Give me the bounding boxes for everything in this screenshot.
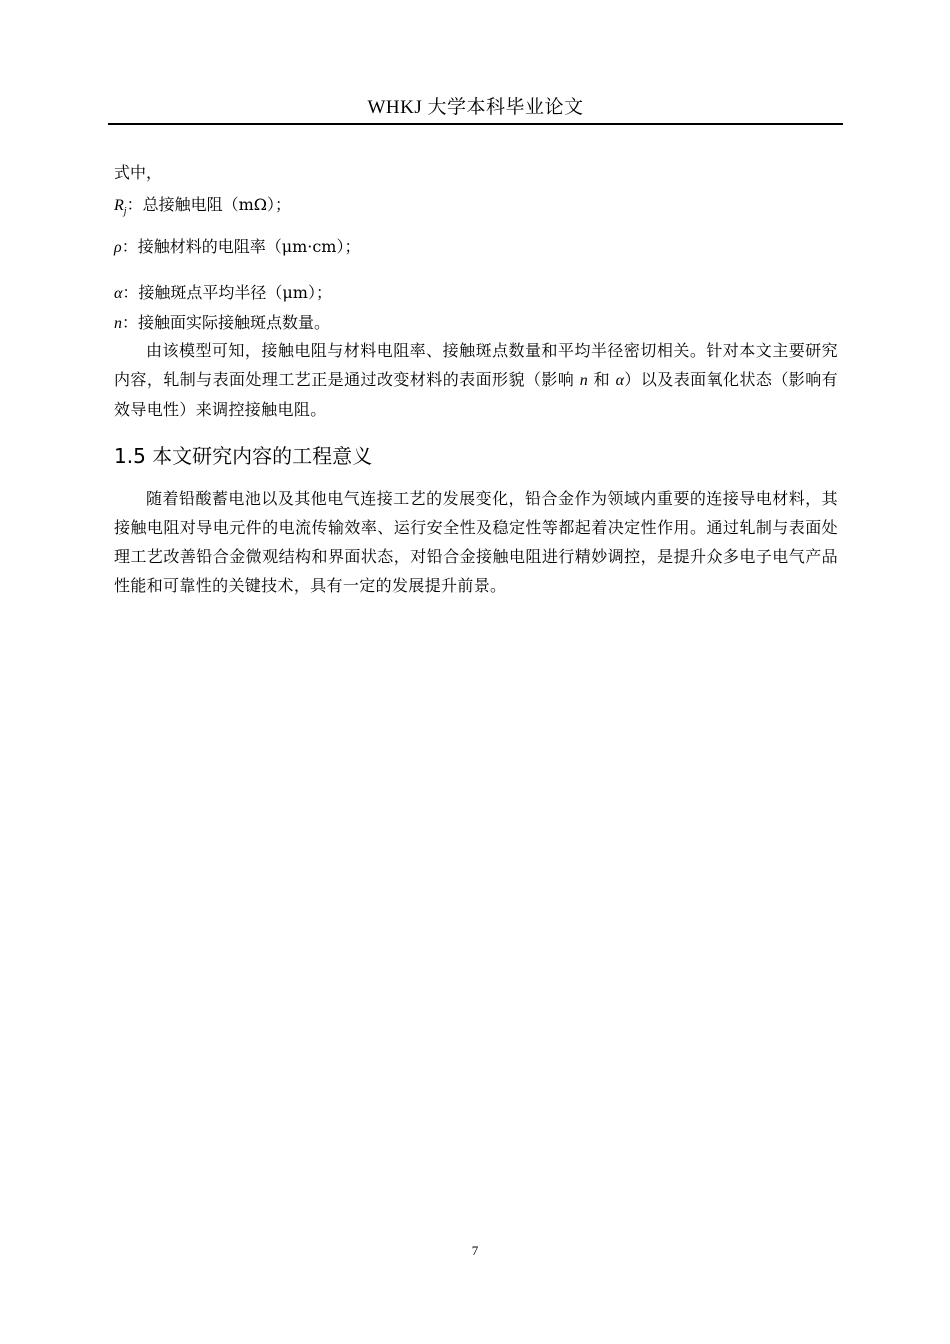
page-number: 7	[471, 1243, 479, 1258]
body-paragraph-2: 随着铅酸蓄电池以及其他电气连接工艺的发展变化，铅合金作为领域内重要的连接导电材料，其接触电阻对导电元件的电流传输效率、运行安全性及稳定性等都起着决定性作用。通过轧制与表面处理工艺改善铅合金微观结构和界面状态，对铅合金接触电阻进行精妙调控，是提升众多电子电气产品性能和可靠性的关键技术，具有一定的发展提升前景。	[114, 489, 838, 595]
header-title: WHKJ 大学本科毕业论文	[367, 97, 584, 118]
definition-text: ：接触材料的电阻率（μm·cm）；	[121, 237, 361, 256]
definition-symbol: n	[114, 315, 122, 332]
definition-text: ：接触面实际接触斑点数量。	[122, 313, 331, 332]
definition-item-rj	[114, 192, 291, 217]
definition-item-n	[114, 310, 330, 333]
header-rule	[108, 123, 843, 125]
definition-item-rho	[114, 234, 360, 257]
definitions-intro: 式中，	[114, 163, 163, 182]
definition-symbol: α	[114, 285, 123, 302]
definition-item-alpha	[114, 280, 332, 303]
definition-text: ：总接触电阻（mΩ）；	[126, 195, 292, 214]
section-heading: 1.5 本文研究内容的工程意义	[114, 444, 373, 468]
definition-symbol: ρ	[114, 239, 122, 256]
running-header	[108, 92, 843, 124]
definition-text: ：接触斑点平均半径（μm）；	[122, 283, 332, 302]
definition-symbol: $R_j$	[114, 197, 127, 218]
body-paragraph-1: 由该模型可知，接触电阻与材料电阻率、接触斑点数量和平均半径密切相关。针对本文主要研究内容，轧制与表面处理工艺正是通过改变材料的表面形貌（影响 n 和 α）以及表面氧化状态（影响有效导电性）来调控接触电阻。	[114, 341, 838, 419]
